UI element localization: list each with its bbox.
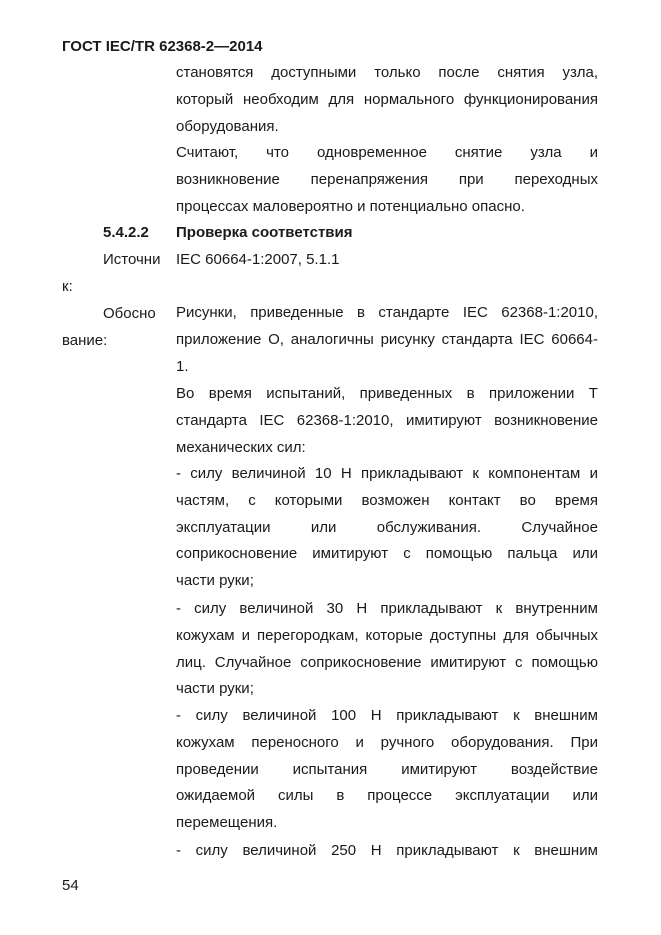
text-line bbox=[176, 327, 598, 354]
source-value: IEC 60664-1:2007, 5.1.1 bbox=[176, 251, 340, 268]
section-number: 5.4.2.2 bbox=[103, 224, 149, 241]
rationale-label-part1: Обосно bbox=[103, 305, 156, 322]
word: внешним bbox=[534, 842, 598, 859]
word: имитируют bbox=[430, 653, 507, 671]
word: О, bbox=[268, 330, 284, 348]
rationale-paragraph-5 bbox=[176, 703, 598, 837]
word: силу bbox=[194, 600, 227, 617]
text-line bbox=[176, 623, 598, 650]
word: силу bbox=[195, 842, 228, 859]
section-title: Проверка соответствия bbox=[176, 224, 353, 241]
word: величиной bbox=[239, 600, 314, 617]
word: IEC bbox=[259, 411, 285, 429]
word: Н bbox=[370, 842, 382, 859]
word: только bbox=[374, 64, 421, 81]
word: обслуживания. bbox=[376, 518, 481, 536]
word: величиной bbox=[231, 465, 306, 482]
source-label-part1: Источни bbox=[103, 251, 161, 268]
word: узла bbox=[530, 144, 562, 161]
word: рисунку bbox=[380, 330, 435, 348]
word: 10 bbox=[314, 465, 332, 482]
word: силу bbox=[195, 707, 228, 724]
word: с bbox=[403, 545, 411, 563]
word: или bbox=[572, 545, 598, 563]
word: ручного bbox=[380, 733, 435, 751]
text-line bbox=[176, 461, 598, 488]
word: испытаний, bbox=[266, 385, 346, 402]
word: имитируют bbox=[405, 411, 482, 429]
word: к bbox=[513, 842, 520, 859]
text-line bbox=[176, 515, 598, 542]
text-line: перемещения. bbox=[176, 814, 278, 832]
word: 62368-1:2010, bbox=[296, 411, 394, 429]
word: При bbox=[570, 733, 598, 751]
word: к bbox=[472, 465, 479, 482]
word: эксплуатации bbox=[455, 787, 550, 805]
text-line bbox=[176, 300, 598, 327]
word: имитируют bbox=[312, 545, 389, 563]
word: после bbox=[438, 64, 480, 81]
rationale-paragraph-2 bbox=[176, 381, 598, 461]
word: и bbox=[355, 733, 364, 751]
word: испытания bbox=[292, 760, 368, 778]
word: 100 bbox=[331, 707, 357, 724]
word: во bbox=[519, 491, 536, 509]
text-line bbox=[176, 783, 598, 810]
word: и bbox=[241, 626, 251, 644]
word: прикладывают bbox=[380, 600, 483, 617]
word: функционирования bbox=[463, 90, 598, 108]
word: прикладывают bbox=[396, 842, 499, 859]
word: узла, bbox=[562, 64, 598, 81]
word: соприкосновение bbox=[176, 545, 298, 563]
word: частям, bbox=[176, 491, 230, 509]
rationale-paragraph-6 bbox=[176, 838, 598, 865]
word: соприкосновение bbox=[300, 653, 422, 671]
word: эксплуатации bbox=[176, 518, 271, 536]
text-line bbox=[176, 541, 598, 568]
rationale-paragraph-3 bbox=[176, 461, 598, 595]
word: помощью bbox=[531, 653, 598, 671]
word: приложении bbox=[489, 385, 575, 402]
word: кожухам bbox=[176, 733, 235, 751]
word: IEC bbox=[462, 304, 488, 321]
word: приложение bbox=[176, 330, 262, 348]
word: прикладывают bbox=[396, 707, 499, 724]
word: Н bbox=[340, 465, 352, 482]
word: с bbox=[515, 653, 523, 671]
word: Случайное bbox=[521, 518, 598, 536]
rationale-label-part2: вание: bbox=[62, 332, 108, 349]
word: доступны bbox=[429, 626, 497, 644]
word: Н bbox=[370, 707, 382, 724]
word: время bbox=[554, 491, 598, 509]
text-line bbox=[176, 488, 598, 515]
word: 60664- bbox=[551, 330, 598, 348]
word: в bbox=[357, 304, 366, 321]
word: при bbox=[458, 170, 484, 188]
word: и bbox=[589, 465, 598, 482]
word: возникновение bbox=[176, 170, 280, 188]
word: стандарта bbox=[176, 411, 247, 429]
text-line: части руки; bbox=[176, 572, 254, 590]
word: нормального bbox=[363, 90, 455, 108]
word: который bbox=[176, 90, 234, 108]
word: с bbox=[248, 491, 256, 509]
word: приведенные bbox=[250, 304, 344, 321]
word: 250 bbox=[331, 842, 357, 859]
text-line bbox=[176, 60, 598, 87]
word: и bbox=[589, 144, 598, 161]
text-line bbox=[176, 408, 598, 435]
text-line bbox=[176, 703, 598, 730]
text-line bbox=[176, 757, 598, 784]
text-line bbox=[176, 140, 598, 167]
text-line: процессах маловероятно и потенциально опасно. bbox=[176, 197, 525, 215]
word: внешним bbox=[534, 707, 598, 724]
word: или bbox=[572, 787, 598, 805]
word: доступными bbox=[271, 64, 357, 81]
word: стандарте bbox=[378, 304, 450, 321]
rationale-paragraph-4 bbox=[176, 596, 598, 703]
word: Н bbox=[356, 600, 368, 617]
word: процессе bbox=[367, 787, 433, 805]
text-line bbox=[176, 381, 598, 408]
text-line bbox=[176, 596, 598, 623]
word: контакт bbox=[448, 491, 501, 509]
word: помощью bbox=[425, 545, 493, 563]
word: возникновение bbox=[494, 411, 598, 429]
word: снятие bbox=[454, 144, 503, 161]
word: - bbox=[176, 600, 181, 617]
word: аналогичны bbox=[290, 330, 374, 348]
word: Рисунки, bbox=[176, 304, 237, 321]
word: Случайное bbox=[214, 653, 292, 671]
word: - bbox=[176, 465, 181, 482]
word: - bbox=[176, 842, 181, 859]
intro-paragraph-1 bbox=[176, 60, 598, 140]
rationale-paragraph-1 bbox=[176, 300, 598, 380]
word: к bbox=[513, 707, 520, 724]
text-line: 1. bbox=[176, 357, 189, 375]
word: перегородкам, bbox=[257, 626, 359, 644]
word: время bbox=[208, 385, 252, 402]
word: 30 bbox=[326, 600, 344, 617]
word: снятия bbox=[497, 64, 545, 81]
word: стандарта bbox=[441, 330, 513, 348]
word: внутренним bbox=[515, 600, 598, 617]
word: к bbox=[495, 600, 503, 617]
word: возможен bbox=[361, 491, 430, 509]
text-line: части руки; bbox=[176, 680, 254, 698]
word: кожухам bbox=[176, 626, 235, 644]
word: приведенных bbox=[359, 385, 453, 402]
word: переносного bbox=[251, 733, 339, 751]
page-number: 54 bbox=[62, 877, 79, 894]
word: силы bbox=[277, 787, 314, 805]
word: - bbox=[176, 707, 181, 724]
word: или bbox=[310, 518, 337, 536]
word: Во bbox=[176, 385, 195, 402]
word: величиной bbox=[242, 842, 317, 859]
text-line bbox=[176, 730, 598, 757]
word: которыми bbox=[274, 491, 343, 509]
word: IEC bbox=[519, 330, 545, 348]
word: пальца bbox=[507, 545, 558, 563]
word: в bbox=[466, 385, 475, 402]
text-line: оборудования. bbox=[176, 117, 279, 135]
word: для bbox=[328, 90, 355, 108]
text-line bbox=[176, 650, 598, 677]
word: для bbox=[503, 626, 529, 644]
word: Считают, bbox=[176, 144, 239, 161]
text-line bbox=[176, 838, 598, 865]
word: воздействие bbox=[510, 760, 598, 778]
word: имитируют bbox=[401, 760, 477, 778]
word: прикладывают bbox=[360, 465, 464, 482]
text-line bbox=[176, 87, 598, 114]
word: необходим bbox=[242, 90, 319, 108]
word: переходных bbox=[514, 170, 598, 188]
word: становятся bbox=[176, 64, 254, 81]
word: 62368-1:2010, bbox=[501, 304, 598, 321]
word: которые bbox=[365, 626, 423, 644]
word: силу bbox=[190, 465, 223, 482]
document-header: ГОСТ IEC/TR 62368-2—2014 bbox=[62, 38, 263, 55]
word: ожидаемой bbox=[176, 787, 256, 805]
word: компонентам bbox=[488, 465, 581, 482]
text-line: механических сил: bbox=[176, 438, 306, 456]
word: Т bbox=[588, 385, 598, 402]
word: в bbox=[336, 787, 345, 805]
text-line bbox=[176, 167, 598, 194]
word: перенапряжения bbox=[310, 170, 429, 188]
word: оборудования. bbox=[451, 733, 554, 751]
word: величиной bbox=[242, 707, 317, 724]
word: одновременное bbox=[316, 144, 427, 161]
word: обычных bbox=[535, 626, 598, 644]
word: проведении bbox=[176, 760, 259, 778]
word: что bbox=[266, 144, 290, 161]
word: лиц. bbox=[176, 653, 206, 671]
source-label-part2: к: bbox=[62, 278, 73, 295]
intro-paragraph-2 bbox=[176, 140, 598, 220]
